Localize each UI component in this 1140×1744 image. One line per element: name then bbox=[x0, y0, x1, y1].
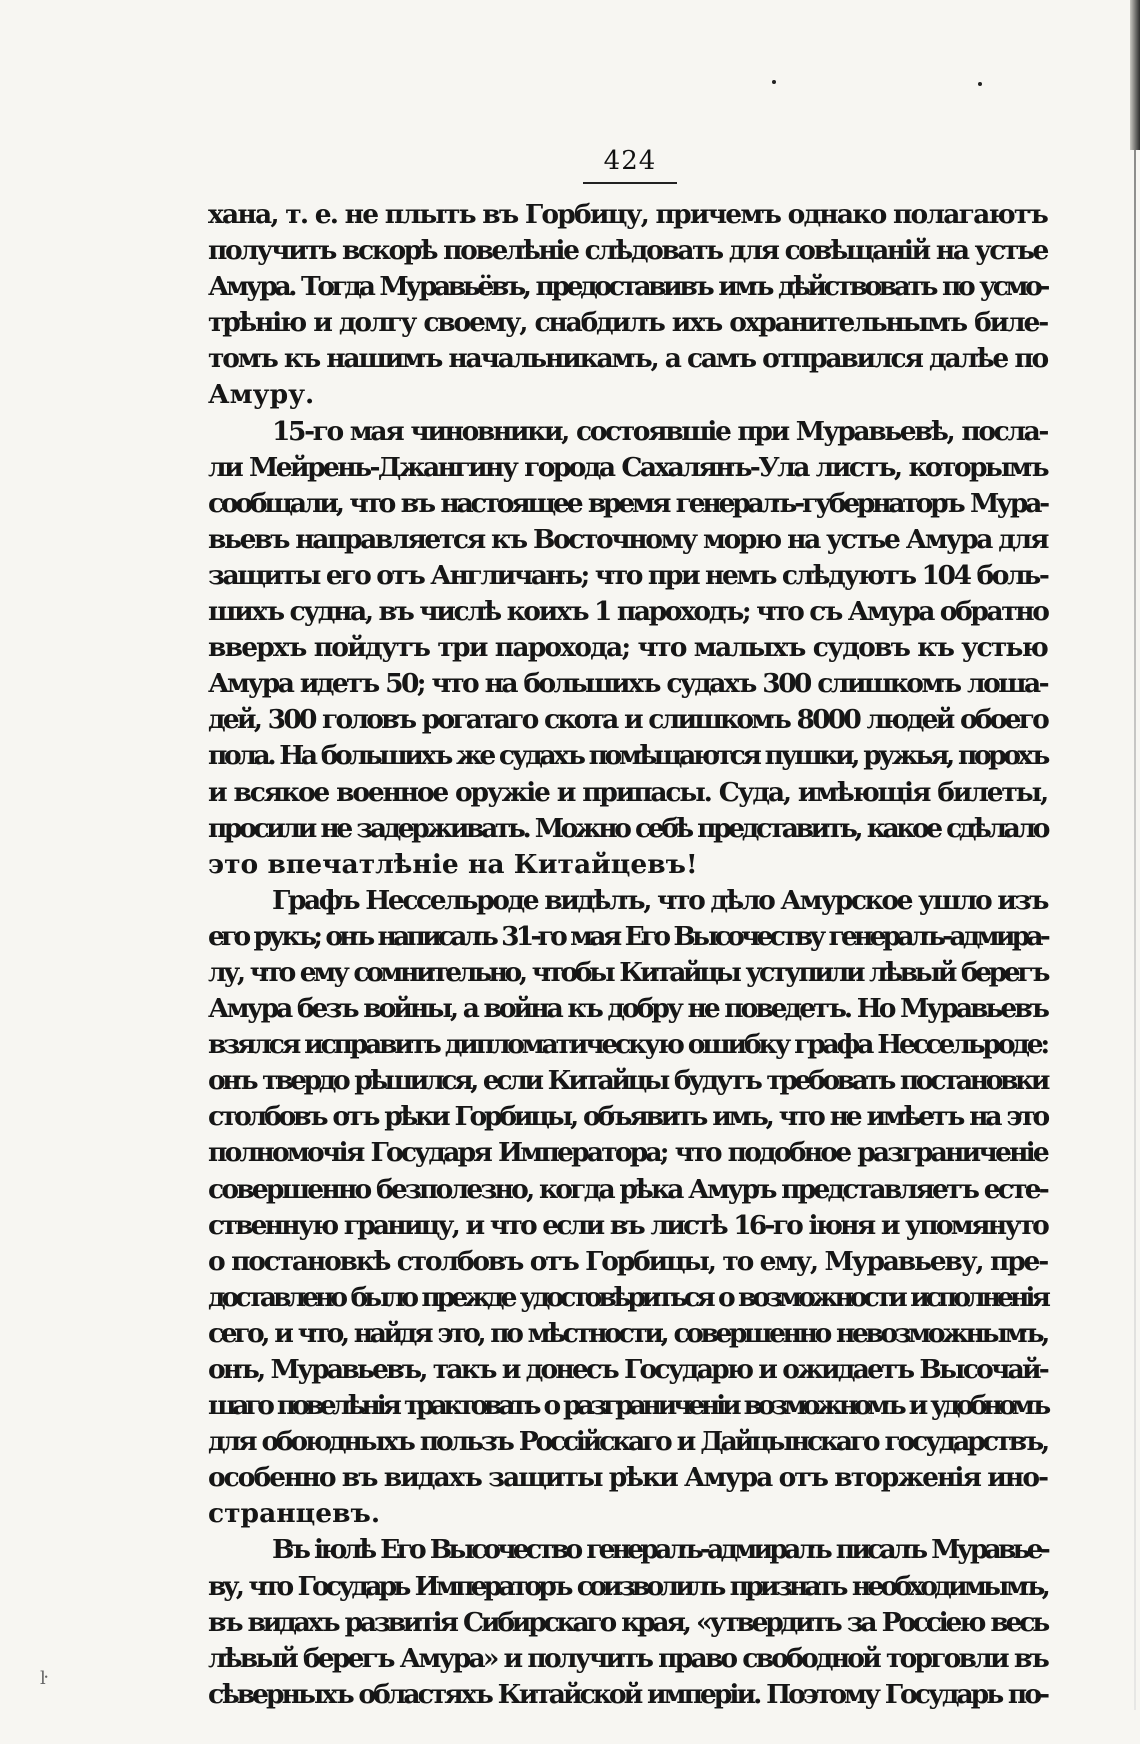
text-line: ственную границу, и что если въ листѣ 16-го іюня и упомянуто bbox=[208, 1209, 1047, 1241]
text-line: лу, что ему сомнительно, чтобы Китайцы уступили лѣвый берегъ bbox=[208, 956, 1047, 988]
text-line: лѣвый берегъ Амура» и получить право свободной торговли въ bbox=[208, 1642, 1047, 1674]
text-line: вьевъ направляется къ Восточному морю на устье Амура для bbox=[208, 523, 1047, 555]
text-line: доставлено было прежде удостовѣриться о возможности исполненія bbox=[208, 1281, 1047, 1313]
text-line: онъ твердо рѣшился, если Китайцы будутъ требовать постановки bbox=[208, 1065, 1047, 1097]
text-line: и всякое военное оружіе и припасы. Суда, имѣющія билеты, bbox=[208, 776, 1047, 808]
text-line: Амура безъ войны, а война къ добру не поведетъ. Но Муравьевъ bbox=[208, 993, 1047, 1025]
text-line: Амура. Тогда Муравьёвъ, предоставивъ имъ дѣйствовать по усмо- bbox=[208, 271, 1047, 303]
text-line: его рукъ; онъ написалъ 31-го мая Его Высочеству генералъ-адмира- bbox=[208, 920, 1047, 952]
text-line: шаго повелѣнія трактовать о разграниченіи возможномъ и удобномъ bbox=[208, 1390, 1047, 1422]
text-line: въ видахъ развитія Сибирскаго края, «утвердить за Россіею весь bbox=[208, 1606, 1047, 1638]
text-line: сѣверныхъ областяхъ Китайской имперіи. Поэтому Государь по- bbox=[208, 1678, 1047, 1710]
text-line: особенно въ видахъ защиты рѣки Амура отъ вторженія ино- bbox=[208, 1462, 1047, 1494]
margin-mark: ŀ bbox=[40, 1668, 46, 1689]
scan-speck bbox=[978, 82, 982, 86]
text-line: ли Мейрень-Джангину города Сахалянъ-Ула листъ, которымъ bbox=[208, 451, 1047, 483]
text-line: взялся исправить дипломатическую ошибку графа Нессельроде: bbox=[208, 1029, 1047, 1061]
text-line: сообщали, что въ настоящее время генералъ-губернаторъ Мура- bbox=[208, 487, 1047, 519]
page-number: 424 bbox=[603, 146, 657, 176]
text-line: ву, что Государь Императоръ соизволилъ признать необходимымъ, bbox=[208, 1570, 1047, 1602]
text-line: онъ, Муравьевъ, такъ и донесъ Государю и ожидаетъ Высочай- bbox=[208, 1354, 1047, 1385]
text-line: Графъ Нессельроде видѣлъ, что дѣло Амурское ушло изъ bbox=[272, 884, 1047, 916]
text-line: 15-го мая чиновники, состоявшіе при Муравьевѣ, посла- bbox=[272, 415, 1047, 447]
body-text bbox=[208, 197, 1047, 1713]
text-line: защиты его отъ Англичанъ; что при немъ слѣдуютъ 104 боль- bbox=[208, 559, 1048, 591]
text-line: для обоюдныхъ пользъ Россійскаго и Дайцынскаго государствъ, bbox=[208, 1426, 1047, 1458]
text-line: это впечатлѣніе на Китайцевъ! bbox=[208, 848, 698, 880]
text-line: странцевъ. bbox=[208, 1498, 381, 1530]
text-line: о постановкѣ столбовъ отъ Горбицы, то ему, Муравьеву, пре- bbox=[208, 1245, 1047, 1277]
text-line: дей, 300 головъ рогатаго скота и слишкомъ 8000 людей обоего bbox=[208, 704, 1047, 736]
text-line: совершенно безполезно, когда рѣка Амуръ представляетъ есте- bbox=[208, 1173, 1047, 1205]
text-line: полномочія Государя Императора; что подобное разграниченіе bbox=[208, 1137, 1047, 1169]
page-edge-shadow bbox=[1130, 0, 1140, 150]
text-line: вверхъ пойдутъ три парохода; что малыхъ судовъ къ устью bbox=[208, 632, 1047, 664]
text-line: шихъ судна, въ числѣ коихъ 1 пароходъ; что съ Амура обратно bbox=[208, 596, 1048, 628]
text-line: сего, и что, найдя это, по мѣстности, совершенно невозможнымъ, bbox=[208, 1317, 1047, 1349]
text-line: томъ къ нашимъ начальникамъ, а самъ отправился далѣе по bbox=[208, 343, 1047, 375]
text-line: столбовъ отъ рѣки Горбицы, объявить имъ, что не имѣетъ на это bbox=[208, 1101, 1047, 1133]
text-line: просили не задерживать. Можно себѣ представить, какое сдѣлало bbox=[208, 812, 1047, 844]
page-edge-line bbox=[1134, 150, 1136, 1710]
text-line: Амура идетъ 50; что на большихъ судахъ 300 слишкомъ лоша- bbox=[208, 668, 1047, 700]
text-line: получить вскорѣ повелѣніе слѣдовать для совѣщаній на устье bbox=[208, 235, 1047, 267]
text-line: трѣнію и долгу своему, снабдилъ ихъ охранительнымъ биле- bbox=[208, 307, 1047, 339]
page-number-rule bbox=[583, 182, 677, 184]
text-line: пола. На большихъ же судахъ помѣщаются пушки, ружья, порохъ bbox=[208, 740, 1047, 772]
text-line: Въ іюлѣ Его Высочество генералъ-адмиралъ писалъ Муравье- bbox=[272, 1534, 1047, 1566]
text-line: Амуру. bbox=[208, 379, 315, 411]
text-line: хана, т. е. не плыть въ Горбицу, причемъ однако полагаютъ bbox=[208, 199, 1047, 230]
scan-speck bbox=[772, 80, 776, 84]
